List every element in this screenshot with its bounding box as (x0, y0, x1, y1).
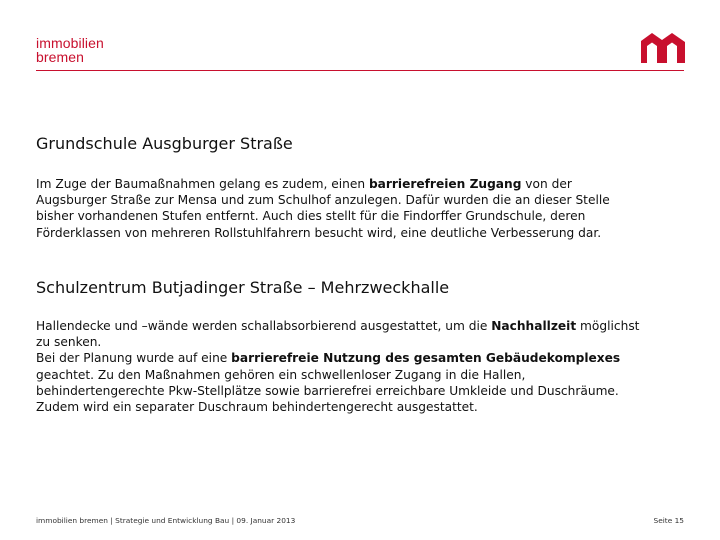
house-logo-icon (640, 28, 686, 64)
text-run: möglichst zu senken. (36, 319, 640, 350)
brand-line-1: immobilien (36, 35, 104, 51)
text-run: von der Augsburger Straße zur Mensa und zum Schulhof anzulegen. Dafür wurden die an dieser Stelle bisher vorhandenen Stufen entfernt. Auch dies stellt für die Findorffer Grundschule, deren Förderklassen von mehreren Rollstuhlfahrern besucht wird, eine deutliche Verbesserung dar. (36, 177, 610, 240)
page-number: Seite 15 (653, 516, 684, 525)
section-heading-grundschule: Grundschule Ausgburger Straße (36, 134, 293, 153)
header-divider (36, 70, 684, 71)
section-text-grundschule (36, 176, 646, 241)
section-text-schulzentrum (36, 318, 646, 415)
highlight-text: barrierefreien Zugang (368, 177, 522, 191)
text-run: Hallendecke und –wände werden schallabsorbierend ausgestattet, um die (36, 319, 492, 333)
section-heading-schulzentrum: Schulzentrum Butjadinger Straße – Mehrzweckhalle (36, 278, 450, 297)
brand-line-2: bremen (36, 49, 85, 65)
text-run: Bei der Planung wurde auf eine (36, 351, 232, 366)
footer-info: immobilien bremen | Strategie und Entwicklung Bau | 09. Januar 2013 (36, 516, 296, 525)
highlight-text: barrierefreie Nutzung des gesamten Gebäudekomplexes (231, 351, 621, 366)
brand-wordmark (36, 36, 104, 64)
text-run: Im Zuge der Baumaßnahmen gelang es zudem, einen (36, 177, 369, 191)
text-run: geachtet. Zu den Maßnahmen gehören ein schwellenloser Zugang in die Hallen, behindertengerechte Pkw-Stellplätze sowie barrierefrei erreichbare Umkleide und Duschräume. Zudem wird ein separater Duschraum behindertengerecht ausgestattet. (36, 367, 619, 415)
highlight-text: Nachhallzeit (491, 319, 577, 333)
